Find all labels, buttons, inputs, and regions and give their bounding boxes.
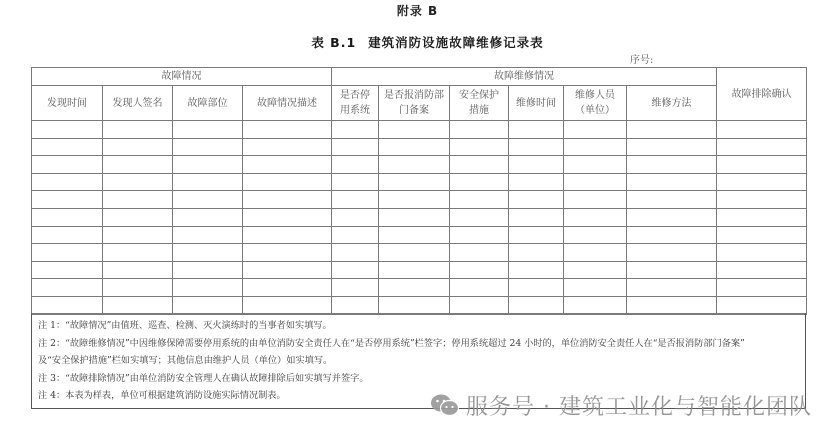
table-cell[interactable]	[564, 208, 627, 226]
table-cell[interactable]	[243, 226, 332, 244]
group-header-repair-situation: 故障维修情况	[332, 68, 717, 86]
table-cell[interactable]	[379, 226, 450, 244]
table-cell[interactable]	[103, 261, 173, 279]
table-cell[interactable]	[32, 296, 103, 314]
table-cell[interactable]	[564, 138, 627, 156]
table-row	[32, 244, 807, 262]
header-text-line: 措施	[469, 105, 489, 116]
table-cell[interactable]	[173, 121, 243, 139]
table-cell[interactable]	[243, 261, 332, 279]
table-cell[interactable]	[173, 296, 243, 314]
table-cell[interactable]	[173, 279, 243, 297]
table-cell[interactable]	[379, 208, 450, 226]
table-cell[interactable]	[450, 279, 509, 297]
table-cell[interactable]	[173, 226, 243, 244]
table-cell[interactable]	[332, 261, 379, 279]
table-cell[interactable]	[450, 191, 509, 209]
table-cell[interactable]	[450, 261, 509, 279]
table-cell[interactable]	[379, 279, 450, 297]
header-fault-clear-confirmation: 故障排除确认	[717, 68, 807, 121]
table-title-text: 建筑消防设施故障维修记录表	[368, 35, 544, 50]
table-cell[interactable]	[627, 244, 717, 262]
table-cell[interactable]	[717, 156, 807, 174]
table-cell[interactable]	[103, 156, 173, 174]
table-cell[interactable]	[243, 156, 332, 174]
table-cell[interactable]	[332, 279, 379, 297]
table-cell[interactable]	[103, 173, 173, 191]
table-cell[interactable]	[627, 261, 717, 279]
table-cell[interactable]	[450, 296, 509, 314]
table-cell[interactable]	[103, 138, 173, 156]
group-header-row	[32, 68, 807, 86]
table-cell[interactable]	[332, 191, 379, 209]
header-discovery-time: 发现时间	[32, 86, 103, 121]
table-row	[32, 208, 807, 226]
table-cell[interactable]	[509, 296, 564, 314]
table-cell[interactable]	[32, 121, 103, 139]
table-cell[interactable]	[173, 208, 243, 226]
header-discoverer-signature: 发现人签名	[103, 86, 173, 121]
table-cell[interactable]	[103, 208, 173, 226]
table-cell[interactable]	[450, 226, 509, 244]
header-fire-dept-filing	[379, 86, 450, 121]
note-3: 注 3：“故障排除情况”由单位消防安全管理人在确认故障排除后如实填写并签字。	[38, 372, 369, 384]
table-cell[interactable]	[717, 226, 807, 244]
table-cell[interactable]	[32, 138, 103, 156]
wechat-icon	[430, 393, 460, 417]
table-cell[interactable]	[379, 191, 450, 209]
table-cell[interactable]	[103, 226, 173, 244]
header-safety-measures	[450, 86, 509, 121]
table-cell[interactable]	[332, 121, 379, 139]
table-cell[interactable]	[627, 173, 717, 191]
table-cell[interactable]	[173, 261, 243, 279]
header-text-line: 门备案	[399, 105, 429, 116]
table-cell[interactable]	[450, 138, 509, 156]
header-text-line: 是否停	[340, 90, 370, 101]
group-header-fault-situation: 故障情况	[32, 68, 332, 86]
table-code: 表 B.1	[311, 35, 357, 50]
table-cell[interactable]	[717, 208, 807, 226]
table-cell[interactable]	[379, 156, 450, 174]
table-cell[interactable]	[173, 138, 243, 156]
table-row	[32, 173, 807, 191]
table-cell[interactable]	[564, 121, 627, 139]
header-text-line: （单位）	[575, 105, 615, 116]
table-cell[interactable]	[103, 121, 173, 139]
table-cell[interactable]	[564, 156, 627, 174]
table-cell[interactable]	[717, 244, 807, 262]
table-cell[interactable]	[243, 138, 332, 156]
table-cell[interactable]	[103, 296, 173, 314]
table-body	[32, 121, 807, 315]
table-cell[interactable]	[717, 173, 807, 191]
table-cell[interactable]	[627, 138, 717, 156]
header-repair-method: 维修方法	[627, 86, 717, 121]
header-repair-personnel	[564, 86, 627, 121]
table-cell[interactable]	[627, 121, 717, 139]
table-row	[32, 121, 807, 139]
table-row	[32, 261, 807, 279]
fault-repair-record-table	[31, 67, 807, 315]
table-cell[interactable]	[717, 261, 807, 279]
watermark-text: 服务号 · 建筑工业化与智能化团队	[466, 394, 812, 420]
table-cell[interactable]	[564, 279, 627, 297]
header-text-line: 用系统	[340, 105, 370, 116]
table-cell[interactable]	[103, 191, 173, 209]
note-2-continued: 及“安全保护措施”栏如实填写；其他信息由维护人员（单位）如实填写。	[38, 355, 333, 367]
table-cell[interactable]	[564, 261, 627, 279]
table-row	[32, 296, 807, 314]
table-cell[interactable]	[243, 296, 332, 314]
serial-number-label: 序号:	[630, 55, 654, 66]
table-row	[32, 279, 807, 297]
table-cell[interactable]	[450, 173, 509, 191]
table-title	[0, 33, 835, 51]
header-fault-description: 故障情况描述	[243, 86, 332, 121]
table-row	[32, 138, 807, 156]
header-text-line: 安全保护	[459, 90, 499, 101]
note-4: 注 4：本表为样表，单位可根据建筑消防设施实际情况制表。	[38, 390, 286, 402]
table-cell[interactable]	[103, 244, 173, 262]
table-cell[interactable]	[243, 121, 332, 139]
header-fault-location: 故障部位	[173, 86, 243, 121]
table-cell[interactable]	[509, 208, 564, 226]
table-cell[interactable]	[332, 156, 379, 174]
table-cell[interactable]	[450, 121, 509, 139]
table-cell[interactable]	[717, 279, 807, 297]
table-cell[interactable]	[32, 261, 103, 279]
table-cell[interactable]	[509, 279, 564, 297]
table-cell[interactable]	[32, 244, 103, 262]
table-cell[interactable]	[332, 173, 379, 191]
table-cell[interactable]	[509, 226, 564, 244]
table-cell[interactable]	[32, 208, 103, 226]
table-cell[interactable]	[564, 296, 627, 314]
table-cell[interactable]	[509, 121, 564, 139]
table-cell[interactable]	[509, 244, 564, 262]
table-cell[interactable]	[32, 173, 103, 191]
header-text-line: 维修人员	[575, 90, 615, 101]
table-cell[interactable]	[717, 138, 807, 156]
table-cell[interactable]	[379, 296, 450, 314]
table-cell[interactable]	[332, 244, 379, 262]
table-row	[32, 156, 807, 174]
table-cell[interactable]	[32, 156, 103, 174]
header-text-line: 是否报消防部	[384, 90, 444, 101]
table-cell[interactable]	[173, 191, 243, 209]
note-1: 注 1：“故障情况”由值班、巡查、检测、灭火演练时的当事者如实填写。	[38, 320, 332, 331]
table-cell[interactable]	[379, 244, 450, 262]
appendix-title: 附录 B	[396, 4, 439, 18]
table-cell[interactable]	[450, 244, 509, 262]
column-header-row	[32, 86, 807, 121]
table-cell[interactable]	[243, 208, 332, 226]
table-cell[interactable]	[509, 156, 564, 174]
table-cell[interactable]	[332, 226, 379, 244]
table-cell[interactable]	[379, 138, 450, 156]
table-cell[interactable]	[509, 261, 564, 279]
table-cell[interactable]	[243, 244, 332, 262]
table-cell[interactable]	[379, 173, 450, 191]
table-cell[interactable]	[243, 279, 332, 297]
table-cell[interactable]	[173, 156, 243, 174]
table-cell[interactable]	[509, 138, 564, 156]
watermark	[430, 388, 812, 422]
table-cell[interactable]	[627, 226, 717, 244]
table-cell[interactable]	[450, 156, 509, 174]
table-cell[interactable]	[627, 296, 717, 314]
table-cell[interactable]	[717, 121, 807, 139]
table-cell[interactable]	[379, 261, 450, 279]
table-cell[interactable]	[32, 279, 103, 297]
table-cell[interactable]	[564, 244, 627, 262]
header-repair-time: 维修时间	[509, 86, 564, 121]
table-cell[interactable]	[509, 173, 564, 191]
table-cell[interactable]	[564, 226, 627, 244]
table-cell[interactable]	[32, 191, 103, 209]
table-cell[interactable]	[243, 173, 332, 191]
table-cell[interactable]	[332, 296, 379, 314]
table-cell[interactable]	[450, 208, 509, 226]
table-cell[interactable]	[243, 191, 332, 209]
table-cell[interactable]	[509, 191, 564, 209]
table-cell[interactable]	[173, 244, 243, 262]
header-system-disabled	[332, 86, 379, 121]
table-cell[interactable]	[717, 296, 807, 314]
table-cell[interactable]	[379, 121, 450, 139]
table-row	[32, 191, 807, 209]
table-cell[interactable]	[627, 156, 717, 174]
table-cell[interactable]	[564, 191, 627, 209]
table-cell[interactable]	[627, 279, 717, 297]
table-cell[interactable]	[627, 208, 717, 226]
table-cell[interactable]	[717, 191, 807, 209]
table-cell[interactable]	[103, 279, 173, 297]
table-cell[interactable]	[173, 173, 243, 191]
note-2: 注 2：“故障维修情况”中因维修保障需要停用系统的由单位消防安全责任人在“是否停用系统”栏签字；停用系统超过 24 小时的，单位消防安全责任人在“是否报消防部门备案”	[38, 337, 745, 349]
table-cell[interactable]	[332, 208, 379, 226]
table-cell[interactable]	[332, 138, 379, 156]
table-cell[interactable]	[32, 226, 103, 244]
table-cell[interactable]	[564, 173, 627, 191]
table-row	[32, 226, 807, 244]
table-cell[interactable]	[627, 191, 717, 209]
